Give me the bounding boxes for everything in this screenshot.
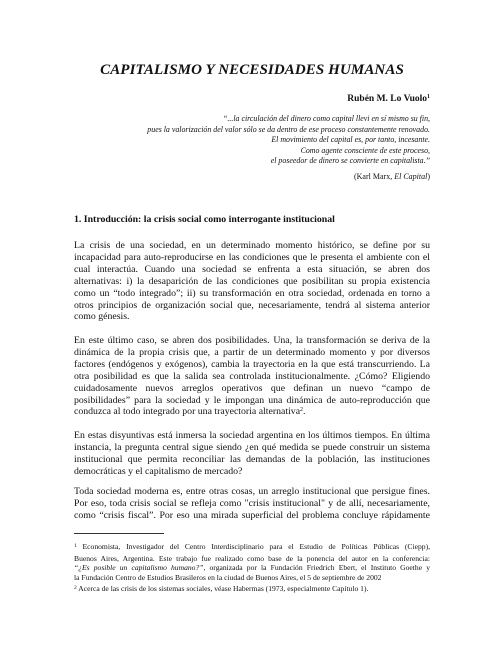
epigraph-line: “...la circulación del dinero como capital llevi en sí mismo su fin,: [223, 114, 430, 123]
attribution-prefix: (Karl Marx,: [353, 172, 395, 181]
paragraph-line: alternativas: i) la desaparición de las condiciones que posibilitan su propia existencia: [74, 275, 430, 287]
paragraph-line: En este último caso, se abren dos posibilidades. Una, la transformación se deriva de la: [74, 335, 430, 346]
attribution-suffix: ): [427, 172, 430, 181]
footnote-2-marker: 2: [74, 584, 77, 591]
paragraph-line: como génesis.: [74, 311, 130, 323]
paragraph-line: otros principios de organización social que, necesariamente, tendrá al sistema anterior: [74, 299, 430, 311]
epigraph-attribution: [354, 172, 430, 181]
footnote-line: [74, 584, 430, 596]
conference-title: “¿Es posible un capitalismo humano?”: [74, 563, 204, 573]
epigraph-line: pues la valorización del valor sólo se da dentro de ese proceso constantemente renovado.: [147, 124, 430, 134]
paragraph-line: factores (endógenos y exógenos), cambia la trayectoria en la que está transcurriendo. La: [74, 358, 430, 370]
document-title: CAPITALISMO Y NECESIDADES HUMANAS: [100, 62, 404, 78]
footnote-1-text: Economista, Investigador del Centro Interdisciplinario para el Estudio de Políticas Públicas (Ciepp),: [76, 542, 430, 551]
footnote-line: Buenos Aires, Argentina. Este trabajo fue realizado como base de la ponencia del autor en la conferencia:: [74, 553, 430, 563]
paragraph-line: En estas disyuntivas está inmersa la sociedad argentina en los últimos tiempos. En última: [74, 430, 430, 441]
paragraph-line: cuidadosamente nuevos arreglos operativos que definan un nuevo “campo de: [74, 382, 430, 394]
footnote-line: la Fundación Centro de Estudios Brasileros en la ciudad de Buenos Aires, el 5 de septiembre de 2002: [74, 572, 382, 582]
paragraph-line: La crisis de una sociedad, en un determinado momento histórico, se define por su: [74, 240, 430, 251]
footnote-line: [74, 542, 430, 554]
paragraph-line: institucional que permita reconciliar las demandas de la población, las instituciones: [74, 453, 430, 465]
paragraph-3: [74, 430, 430, 478]
section-heading: 1. Introducción: la crisis social como interrogante institucional: [74, 214, 335, 225]
paragraph-line: dinámica de la propia crisis que, a partir de un determinado momento y por diversos: [74, 346, 430, 358]
footnote-divider: [74, 533, 164, 534]
paragraph-line: como un “todo integrado”; ii) su transformación en otra sociedad, ordenada en torno a: [74, 287, 430, 299]
author-text: Rubén M. Lo Vuolo: [347, 94, 427, 104]
paragraph-1: [74, 240, 430, 323]
paragraph-line: Por eso, toda crisis social se refleja como "crisis institucional" y de allí, necesariamente,: [74, 497, 430, 509]
footnote-1: [74, 542, 430, 582]
footnote-line-text: , organizada por la Fundación Friedrich Ebert, el Instituto Goethe y: [203, 563, 430, 573]
sentence-period: .: [303, 406, 306, 418]
paragraph-line: posibilidades” para la sociedad y le impongan una dinámica de auto-reproducción que: [74, 394, 430, 406]
paragraph-line: como “crisis fiscal”. Por eso una mirada superficial del problema concluye rápidamente: [74, 509, 430, 521]
paragraph-line: [74, 406, 430, 420]
footnote-marker-1[interactable]: 1: [427, 94, 430, 100]
paragraph-line: otra posibilidad es que la salida sea controlada institucionalmente. ¿Cómo? Eligiendo: [74, 370, 430, 382]
paragraph-line: Toda sociedad moderna es, entre otras cosas, un arreglo institucional que persigue fines.: [74, 486, 430, 497]
epigraph-line: el poseedor de dinero se convierte en capitalista.”: [270, 156, 430, 166]
epigraph-line: El movimiento del capital es, por tanto, incesante.: [271, 135, 430, 145]
paragraph-line: incapacidad para auto-reproducirse en las condiciones que le presenta el ambiente con el: [74, 251, 430, 263]
footnote-marker-2[interactable]: 2: [300, 407, 304, 414]
footnote-1-marker: 1: [74, 542, 77, 549]
attribution-work: El Capital: [394, 172, 428, 181]
paragraph-2: [74, 335, 430, 420]
footnote-2-text: Acerca de las crisis de los sistemas sociales, véase Habermas (1973, especialmente Capítulo 1).: [76, 584, 369, 593]
footnote-line: [74, 563, 430, 573]
paragraph-line-text: conduzca al todo integrado por una trayectoria alternativa: [74, 406, 301, 418]
footnote-2: [74, 584, 430, 596]
paragraph-line: instancia, la pregunta central sigue siendo ¿en qué medida se puede construir un sistema: [74, 441, 430, 453]
epigraph: [110, 114, 430, 167]
paragraph-4: [74, 486, 430, 522]
epigraph-line: Como agente consciente de este proceso,: [300, 145, 430, 155]
author-name: [347, 94, 430, 104]
paragraph-line: democráticas y el capitalismo de mercado?: [74, 465, 243, 477]
paragraph-line: cual interactúa. Cuando una sociedad se enfrenta a esta situación, se abren dos: [74, 263, 430, 275]
